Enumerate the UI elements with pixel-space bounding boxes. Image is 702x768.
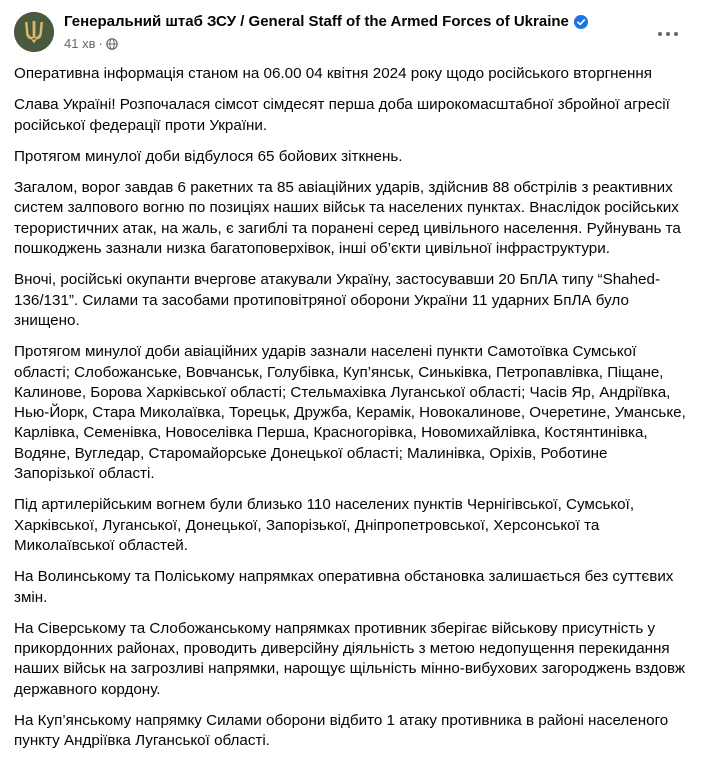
post-timestamp[interactable]: 41 хв	[64, 36, 96, 51]
post-paragraph: Вночі, російські окупанти вчергове атакували Україну, застосувавши 20 БпЛА типу “Shahed-136/131”. Силами та засобами протиповітряної оборони України 11 ударних БпЛА було знищено.	[14, 271, 661, 329]
verified-badge-icon	[574, 15, 588, 29]
post-paragraph: Протягом минулої доби авіаційних ударів зазнали населені пункти Самотоївка Сумської області; Слобожанське, Вовчанськ, Голубівка, Куп’янськ, Синьківка, Петропавлівка, Піщане, Калинове, Борова Харківської області; Стельмахівка Луганської області; Часів Яр, Андріївка, Нью-Йорк, Стара Миколаївка, Торецьк, Дружба, Керамік, Новокалинове, Очеретине, Уманське, Карлівка, Семенівка, Новоселівка Перша, Красногорівка, Новомихайлівка, Костянтинівка, Водяне, Вугледар, Старомайорське Донецької області; Малинівка, Оріхів, Роботине Запорізької області.	[14, 343, 686, 483]
post-body	[14, 64, 688, 763]
meta-separator: ·	[98, 36, 103, 51]
more-options-button[interactable]	[650, 24, 686, 44]
globe-icon[interactable]	[106, 38, 118, 50]
post-meta	[64, 36, 118, 51]
post-paragraph: Протягом минулої доби відбулося 65 бойових зіткнень.	[14, 147, 403, 165]
post-paragraph: Оперативна інформація станом на 06.00 04 квітня 2024 року щодо російського вторгнення	[14, 65, 653, 82]
post-paragraph: Загалом, ворог завдав 6 ракетних та 85 авіаційних ударів, здійснив 88 обстрілів з реактивних систем залпового вогню по позиціях наших військ та населених пунктах. Внаслідок російських терористичних атак, на жаль, є загиблі та поранені серед цивільного населення. Руйнувань та пошкоджень зазнали низка багатоповерхівок, інші об’єкти цивільної інфраструктури.	[14, 179, 681, 258]
post-paragraph: На Сіверському та Слобожанському напрямках противник зберігає військову присутність у прикордонних районах, проводить диверсійну діяльність з метою недопущення перекидання наших військ на загрозливі напрямки, нарощує щільність мінно-вибухових загороджень вздовж державного кордону.	[14, 619, 686, 698]
post-header	[14, 12, 692, 58]
post-paragraph: Слава Україні! Розпочалася сімсот сімдесят перша доба широкомасштабної збройної агресії російської федерації проти України.	[14, 96, 670, 134]
author-name[interactable]: Генеральний штаб ЗСУ / General Staff of the Armed Forces of Ukraine	[64, 13, 569, 30]
author-row	[64, 13, 588, 30]
more-options-icon	[658, 32, 662, 36]
post-paragraph: Під артилерійським вогнем були близько 110 населених пунктів Чернігівської, Сумської, Харківської, Луганської, Донецької, Запорізької, Дніпропетровської, Херсонської та Миколаївської областей.	[14, 496, 635, 554]
post-paragraph: На Волинському та Поліському напрямках оперативна обстановка залишається без суттєвих змін.	[14, 568, 674, 606]
post-paragraph: На Куп’янському напрямку Силами оборони відбито 1 атаку противника в районі населеного пункту Андріївка Луганської області.	[14, 712, 669, 750]
trident-emblem-icon	[14, 12, 54, 52]
author-avatar[interactable]	[14, 12, 54, 52]
